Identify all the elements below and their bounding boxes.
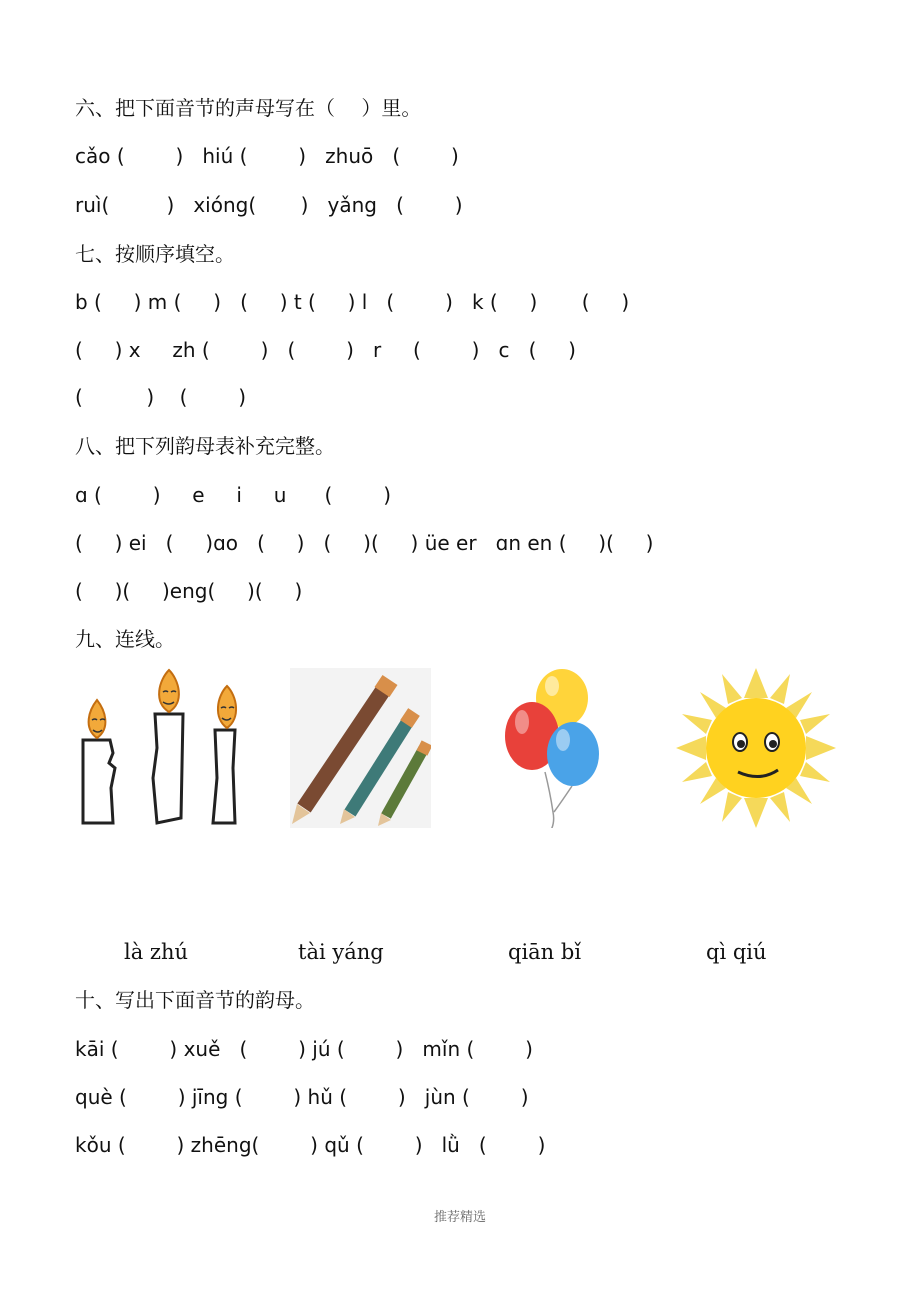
s10-line-3: kǒu ( ) zhēng( ) qǔ ( ) lǜ ( ) — [75, 1133, 546, 1157]
s6-line-1: cǎo ( ) hiú ( ) zhuō ( ) — [75, 144, 459, 168]
s10-line-1: kāi ( ) xuě ( ) jú ( ) mǐn ( ) — [75, 1037, 533, 1061]
section-8-heading: 八、把下列韵母表补充完整。 — [75, 434, 335, 458]
s8-line-3: ( )( )eng( )( ) — [75, 579, 303, 603]
section-10-heading: 十、写出下面音节的韵母。 — [75, 988, 315, 1012]
word-balloon[interactable]: qì qiú — [706, 940, 767, 964]
balloons-picture[interactable] — [500, 668, 610, 828]
section-6-heading: 六、把下面音节的声母写在（ ）里。 — [75, 96, 422, 120]
word-sun[interactable]: tài yáng — [298, 940, 384, 964]
s8-line-1: ɑ ( ) e i u ( ) — [75, 483, 392, 507]
pencils-picture[interactable] — [290, 668, 431, 828]
candles-picture[interactable] — [75, 668, 245, 828]
s6-line-2: ruì( ) xióng( ) yǎng ( ) — [75, 193, 463, 217]
s8-line-2: ( ) ei ( )ɑo ( ) ( )( ) üe er ɑn en ( )( ) — [75, 531, 654, 555]
s7-line-1: b ( ) m ( ) ( ) t ( ) l ( ) k ( ) ( ) — [75, 290, 630, 314]
word-candle[interactable]: là zhú — [124, 940, 189, 964]
page-footer: 推荐精选 — [433, 1210, 486, 1225]
section-7-heading: 七、按顺序填空。 — [75, 242, 235, 266]
word-pencil[interactable]: qiān bǐ — [508, 940, 582, 964]
section-9-heading: 九、连线。 — [75, 627, 175, 651]
s7-line-3: ( ) ( ) — [75, 385, 247, 409]
sun-picture[interactable] — [676, 668, 836, 828]
s10-line-2: què ( ) jīng ( ) hǔ ( ) jùn ( ) — [75, 1085, 529, 1109]
s7-line-2: ( ) x zh ( ) ( ) r ( ) c ( ) — [75, 338, 576, 362]
